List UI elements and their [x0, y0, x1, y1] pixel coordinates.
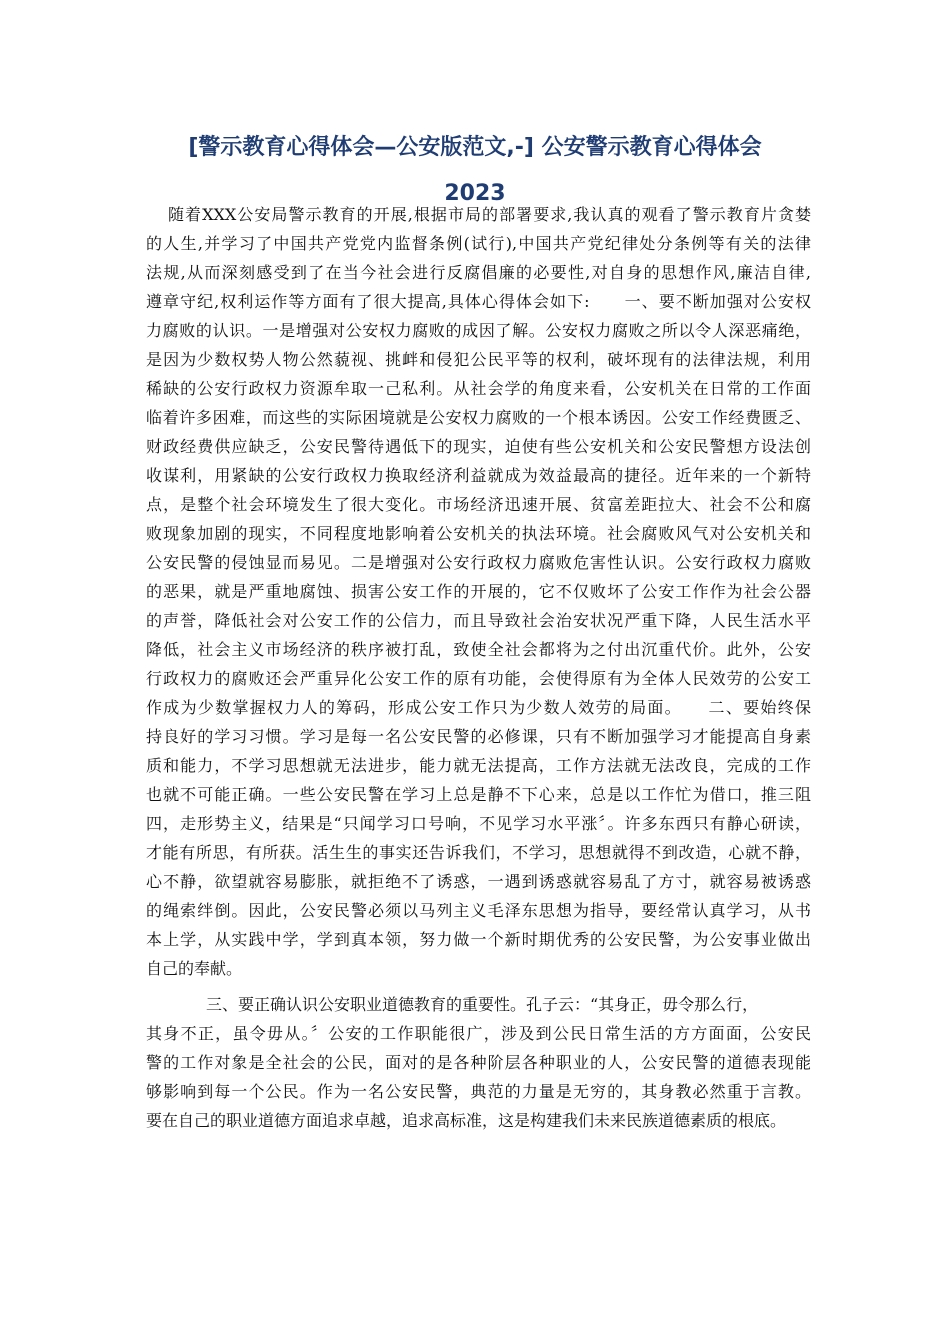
document-body — [146, 200, 811, 1135]
text-line: 败现象加剧的现实，不同程度地影响着公安机关的执法环境。社会腐败风气对公安机关和 — [146, 524, 811, 543]
text-line: 三、要正确认识公安职业道德教育的重要性。孔子云：“其身正，毋令那么行， — [206, 995, 759, 1014]
text-line: 的绳索绊倒。因此，公安民警必须以马列主义毛泽东思想为指导，要经常认真学习，从书 — [146, 901, 811, 920]
text-line: 本上学，从实践中学，学到真本领，努力做一个新时期优秀的公安民警，为公安事业做出 — [146, 930, 811, 949]
text-line: 的人生,并学习了中国共产党党内监督条例(试行),中国共产党纪律处分条例等有关的法律 — [146, 234, 811, 253]
text-line: 够影响到每一个公民。作为一名公安民警，典范的力量是无穷的，其身教必然重于言教。 — [146, 1082, 811, 1101]
text-line: 的恶果，就是严重地腐蚀、损害公安工作的开展的，它不仅败坏了公安工作作为社会公器 — [146, 582, 811, 601]
paragraph-2 — [146, 990, 811, 1135]
text-line: 法规,从而深刻感受到了在当今社会进行反腐倡廉的必要性,对自身的思想作风,廉洁自律, — [146, 263, 811, 282]
text-line: 降低，社会主义市场经济的秩序被打乱，致使全社会都将为之付出沉重代价。此外，公安 — [146, 640, 811, 659]
text-line: 才能有所思，有所获。活生生的事实还告诉我们，不学习，思想就得不到改造，心就不静， — [146, 843, 811, 862]
text-line: 四，走形势主义，结果是“只闻学习口号响，不见学习水平涨〞。许多东西只有静心研读， — [146, 814, 811, 833]
text-line: 质和能力，不学习思想就无法进步，能力就无法提高，工作方法就无法改良，完成的工作 — [146, 756, 811, 775]
text-line: 也就不可能正确。一些公安民警在学习上总是静不下心来，总是以工作忙为借口，推三阻 — [146, 785, 811, 804]
text-line: 要在自己的职业道德方面追求卓越，追求高标准，这是构建我们未来民族道德素质的根底。 — [146, 1111, 787, 1130]
document-title-line1: [警示教育心得体会—公安版范文,-] 公安警示教育心得体会 — [188, 135, 762, 160]
text-line: 自己的奉献。 — [146, 959, 243, 978]
text-line: 遵章守纪,权利运作等方面有了很大提高,具体心得体会如下: 一、要不断加强对公安权 — [146, 292, 811, 311]
text-line: 作成为少数掌握权力人的筹码，形成公安工作只为少数人效劳的局面。 二、要始终保 — [146, 698, 811, 717]
text-line: 稀缺的公安行政权力资源牟取一己私利。从社会学的角度来看，公安机关在日常的工作面 — [146, 379, 811, 398]
text-line: 行政权力的腐败还会严重异化公安工作的原有功能，会使得原有为全体人民效劳的公安工 — [146, 669, 811, 688]
text-line: 点，是整个社会环境发生了很大变化。市场经济迅速开展、贫富差距拉大、社会不公和腐 — [146, 495, 811, 514]
text-line: 心不静，欲望就容易膨胀，就拒绝不了诱惑，一遇到诱惑就容易乱了方寸，就容易被诱惑 — [146, 872, 811, 891]
document-title-line2: 2023 — [444, 181, 506, 206]
text-line: 收谋利，用紧缺的公安行政权力换取经济利益就成为效益最高的捷径。近年来的一个新特 — [146, 466, 811, 485]
text-line: 其身不正，虽令毋从。〞公安的工作职能很广，涉及到公民日常生活的方方面面，公安民 — [146, 1024, 811, 1043]
text-line: 财政经费供应缺乏，公安民警待遇低下的现实，迫使有些公安机关和公安民警想方设法创 — [146, 437, 811, 456]
text-line: 警的工作对象是全社会的公民，面对的是各种阶层各种职业的人，公安民警的道德表现能 — [146, 1053, 811, 1072]
text-line: 持良好的学习习惯。学习是每一名公安民警的必修课，只有不断加强学习才能提高自身素 — [146, 727, 811, 746]
text-line: 随着XXX公安局警示教育的开展,根据市局的部署要求,我认真的观看了警示教育片贪婪 — [168, 205, 811, 224]
text-line: 临着许多困难，而这些的实际困境就是公安权力腐败的一个根本诱因。公安工作经费匮乏、 — [146, 408, 811, 427]
text-line: 力腐败的认识。一是增强对公安权力腐败的成因了解。公安权力腐败之所以令人深恶痛绝， — [146, 321, 811, 340]
text-line: 公安民警的侵蚀显而易见。二是增强对公安行政权力腐败危害性认识。公安行政权力腐败 — [146, 553, 811, 572]
paragraph-1 — [146, 200, 811, 983]
text-line: 是因为少数权势人物公然藐视、挑衅和侵犯公民平等的权利，破坏现有的法律法规，利用 — [146, 350, 811, 369]
text-line: 的声誉，降低社会对公安工作的公信力，而且导致社会治安状况严重下降，人民生活水平 — [146, 611, 811, 630]
